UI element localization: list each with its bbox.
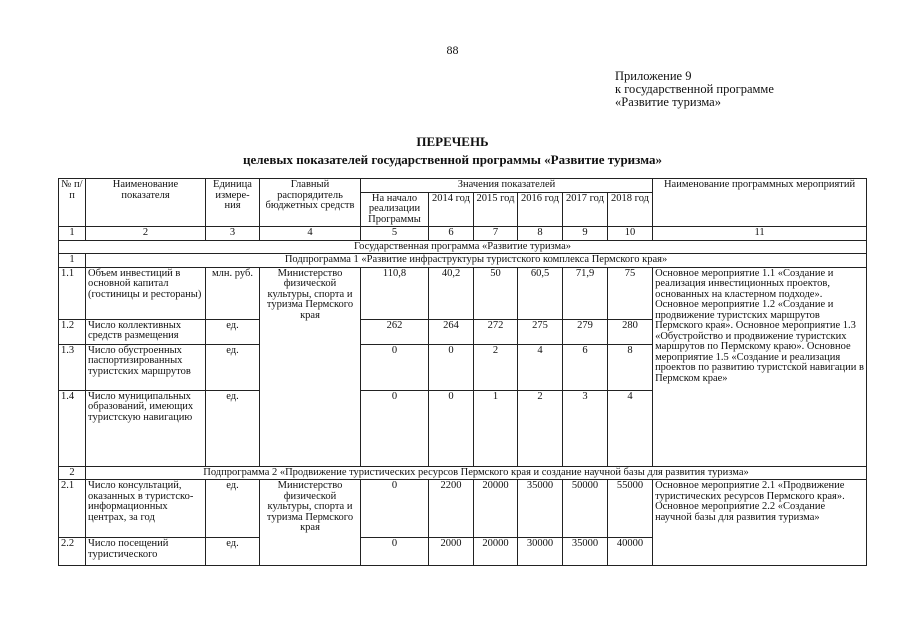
subprogram-1-activities: Основное мероприятие 1.1 «Создание и реализация инвестиционных проектов, основанных на кластерном подходе». Основное мероприятие 1.2 «Создание и продвижение туристских маршрутов Пермского края». Основное мероприятие 1.3 «Обустройство и продвижение туристских маршрутов по Пермскому краю». Основное мероприятие 1.5 «Создание и реализация проектов по развитию туристской навигации в Пермском крае» <box>653 267 867 466</box>
header-2015: 2015 год <box>474 192 518 227</box>
header-admin: Главный распорядитель бюджетных средств <box>260 179 361 227</box>
row-name: Число консультаций, оказанных в туристско-информационных центрах, за год <box>86 480 206 538</box>
col-number: 10 <box>608 227 653 241</box>
row-2016: 60,5 <box>518 267 563 319</box>
col-number: 4 <box>260 227 361 241</box>
header-num: № п/п <box>59 179 86 227</box>
appendix-note <box>615 70 774 109</box>
header-unit: Единица измере-ния <box>206 179 260 227</box>
header-row <box>59 179 867 193</box>
row-start: 262 <box>361 319 429 344</box>
row-2017: 35000 <box>563 538 608 566</box>
row-unit: ед. <box>206 344 260 390</box>
document-subtitle: целевых показателей государственной программы «Развитие туризма» <box>243 152 662 167</box>
col-number: 9 <box>563 227 608 241</box>
row-2017: 71,9 <box>563 267 608 319</box>
header-2018: 2018 год <box>608 192 653 227</box>
row-2017: 279 <box>563 319 608 344</box>
row-num: 1.2 <box>59 319 86 344</box>
row-2015: 1 <box>474 390 518 466</box>
header-start: На начало реализации Программы <box>361 192 429 227</box>
row-2015: 50 <box>474 267 518 319</box>
subprogram-2-admin: Министерство физической культуры, спорта и туризма Пермского края <box>260 480 361 566</box>
row-2018: 4 <box>608 390 653 466</box>
row-2018: 55000 <box>608 480 653 538</box>
row-start: 0 <box>361 480 429 538</box>
row-unit: ед. <box>206 480 260 538</box>
col-number: 2 <box>86 227 206 241</box>
row-2016: 4 <box>518 344 563 390</box>
row-start: 0 <box>361 344 429 390</box>
header-2014: 2014 год <box>429 192 474 227</box>
subprogram-2-activities: Основное мероприятие 2.1 «Продвижение туристических ресурсов Пермского края». Основное мероприятие 2.2 «Создание научной базы для развития туризма» <box>653 480 867 566</box>
row-num: 2.2 <box>59 538 86 566</box>
row-name: Число муниципальных образований, имеющих туристскую навигацию <box>86 390 206 466</box>
column-numbers-row <box>59 227 867 241</box>
row-2018: 75 <box>608 267 653 319</box>
col-number: 8 <box>518 227 563 241</box>
program-title-row <box>59 240 867 254</box>
header-values-group: Значения показателей <box>361 179 653 193</box>
subprogram-1-num: 1 <box>59 254 86 268</box>
row-unit: млн. руб. <box>206 267 260 319</box>
row-num: 1.3 <box>59 344 86 390</box>
row-2014: 40,2 <box>429 267 474 319</box>
row-name: Объем инвестиций в основной капитал (гостиницы и рестораны) <box>86 267 206 319</box>
row-2014: 2200 <box>429 480 474 538</box>
row-2015: 2 <box>474 344 518 390</box>
row-name: Число посещений туристического <box>86 538 206 566</box>
appendix-line-3: «Развитие туризма» <box>615 95 721 109</box>
page-number: 88 <box>446 43 459 57</box>
row-2015: 20000 <box>474 538 518 566</box>
table-row <box>59 480 867 538</box>
row-num: 1.4 <box>59 390 86 466</box>
row-2017: 6 <box>563 344 608 390</box>
row-start: 0 <box>361 538 429 566</box>
header-name: Наименование показателя <box>86 179 206 227</box>
subprogram-2-row <box>59 466 867 480</box>
row-unit: ед. <box>206 538 260 566</box>
row-2018: 8 <box>608 344 653 390</box>
row-2015: 20000 <box>474 480 518 538</box>
table-row <box>59 267 867 319</box>
row-2016: 35000 <box>518 480 563 538</box>
program-title: Государственная программа «Развитие туризма» <box>59 240 867 254</box>
document-title: ПЕРЕЧЕНЬ <box>416 134 489 149</box>
subprogram-2-title: Подпрограмма 2 «Продвижение туристических ресурсов Пермского края и создание научной базы для развития туризма» <box>86 466 867 480</box>
header-2017: 2017 год <box>563 192 608 227</box>
subprogram-2-num: 2 <box>59 466 86 480</box>
row-2016: 30000 <box>518 538 563 566</box>
row-2017: 50000 <box>563 480 608 538</box>
row-name: Число коллективных средств размещения <box>86 319 206 344</box>
row-unit: ед. <box>206 319 260 344</box>
col-number: 5 <box>361 227 429 241</box>
row-unit: ед. <box>206 390 260 466</box>
row-start: 0 <box>361 390 429 466</box>
row-name: Число обустроенных паспортизированных туристских маршрутов <box>86 344 206 390</box>
col-number: 1 <box>59 227 86 241</box>
row-2014: 0 <box>429 390 474 466</box>
subprogram-1-row <box>59 254 867 268</box>
row-2014: 0 <box>429 344 474 390</box>
row-2016: 2 <box>518 390 563 466</box>
row-2014: 2000 <box>429 538 474 566</box>
row-start: 110,8 <box>361 267 429 319</box>
row-2017: 3 <box>563 390 608 466</box>
row-num: 1.1 <box>59 267 86 319</box>
header-2016: 2016 год <box>518 192 563 227</box>
row-2014: 264 <box>429 319 474 344</box>
row-2016: 275 <box>518 319 563 344</box>
col-number: 11 <box>653 227 867 241</box>
appendix-line-2: к государственной программе <box>615 82 774 96</box>
appendix-line-1: Приложение 9 <box>615 69 692 83</box>
indicators-table <box>58 178 867 566</box>
row-2015: 272 <box>474 319 518 344</box>
row-2018: 280 <box>608 319 653 344</box>
col-number: 7 <box>474 227 518 241</box>
col-number: 3 <box>206 227 260 241</box>
header-activities: Наименование программных мероприятий <box>653 179 867 227</box>
row-num: 2.1 <box>59 480 86 538</box>
row-2018: 40000 <box>608 538 653 566</box>
subprogram-1-title: Подпрограмма 1 «Развитие инфраструктуры туристского комплекса Пермского края» <box>86 254 867 268</box>
col-number: 6 <box>429 227 474 241</box>
subprogram-1-admin: Министерство физической культуры, спорта и туризма Пермского края <box>260 267 361 466</box>
